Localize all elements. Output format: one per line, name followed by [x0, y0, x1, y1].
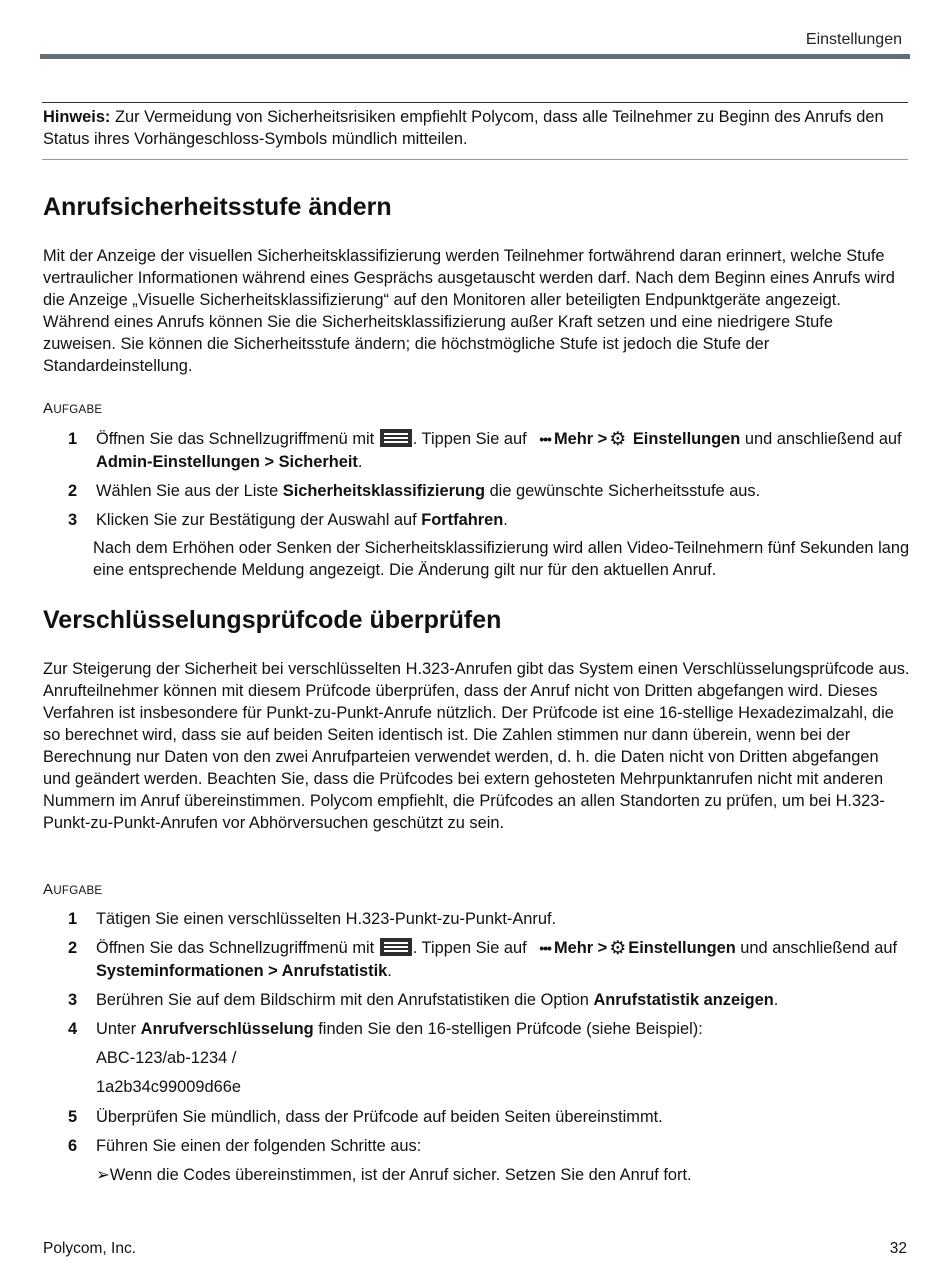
section-heading-security-level: Anrufsicherheitsstufe ändern [43, 193, 392, 221]
more-icon: ••• [539, 940, 551, 956]
step-result-text: Nach dem Erhöhen oder Senken der Sicherheitsklassifizierung wird allen Video-Teilnehmern fünf Sekunden lang eine entsprechende Meldung angezeigt. Die Änderung gilt nur für den aktuellen Anruf. [93, 539, 910, 579]
gear-icon: ⚙ [609, 429, 627, 450]
step-item: 3 Berühren Sie auf dem Bildschirm mit den Anrufstatistiken die Option Anrufstatistik anzeigen. [68, 991, 779, 1009]
task-steps-security-level [43, 428, 920, 538]
step-item: 6 Führen Sie einen der folgenden Schritte aus: [68, 1137, 422, 1155]
task-label: AUFGABE [43, 400, 103, 417]
step-item: 2 Öffnen Sie das Schnellzugriffmenü mit . Tippen Sie auf ••• Mehr > ⚙ Einstellungen und anschließend auf Systeminformationen > Anrufstatistik. [68, 938, 898, 980]
task-steps-encryption-code [43, 908, 920, 1047]
sub-bullet-item: ➢Wenn die Codes übereinstimmen, ist der Anruf sicher. Setzen Sie den Anruf fort. [96, 1166, 692, 1184]
section-body-security-level: Mit der Anzeige der visuellen Sicherheitsklassifizierung werden Teilnehmer fortwährend daran erinnert, welche Stufe vertraulicher Informationen während eines Gesprächs ausgetauscht werden darf. Nach dem Beginn eines Anrufs wird die Anzeige „Visuelle Sicherheitsklassifizierung“ auf den Monitoren aller beteiligten Endpunktgeräte angezeigt. Während eines Anrufs können Sie die Sicherheitsklassifizierung außer Kraft setzen und eine niedrigere Stufe zuweisen. Sie können die Sicherheitsstufe ändern; die höchstmögliche Stufe ist jedoch die Stufe der Standardeinstellung. [43, 247, 895, 375]
gear-icon: ⚙ [609, 938, 627, 959]
step-item: 1 Tätigen Sie einen verschlüsselten H.323-Punkt-zu-Punkt-Anruf. [68, 910, 557, 928]
task-steps-encryption-code-continued [43, 1106, 920, 1164]
footer-company: Polycom, Inc. [43, 1240, 137, 1257]
note-text: Zur Vermeidung von Sicherheitsrisiken empfiehlt Polycom, dass alle Teilnehmer zu Beginn des Anrufs den Status ihres Vorhängeschloss-Symbols mündlich mitteilen. [43, 108, 884, 148]
page-header-title: Einstellungen [805, 31, 902, 48]
menu-icon [380, 938, 412, 956]
header-rule [40, 54, 910, 59]
note-box [42, 102, 908, 160]
arrow-bullet-icon: ➢ [96, 1166, 110, 1184]
code-example-line-1: ABC-123/ab-1234 / [96, 1049, 237, 1067]
note-label: Hinweis: [43, 108, 111, 126]
step-item: 5 Überprüfen Sie mündlich, dass der Prüfcode auf beiden Seiten übereinstimmt. [68, 1108, 663, 1126]
step-item: 2 Wählen Sie aus der Liste Sicherheitsklassifizierung die gewünschte Sicherheitsstufe aus. [68, 482, 761, 500]
step-item: 4 Unter Anrufverschlüsselung finden Sie den 16-stelligen Prüfcode (siehe Beispiel): [68, 1020, 703, 1038]
step-item: 3 Klicken Sie zur Bestätigung der Auswahl auf Fortfahren. [68, 511, 508, 529]
footer-page-number: 32 [889, 1240, 907, 1257]
more-icon: ••• [539, 431, 551, 447]
section-heading-encryption-code: Verschlüsselungsprüfcode überprüfen [43, 606, 502, 634]
menu-icon [380, 429, 412, 447]
task-label: AUFGABE [43, 881, 103, 898]
step-item: 1 Öffnen Sie das Schnellzugriffmenü mit . Tippen Sie auf ••• Mehr > ⚙ Einstellungen und anschließend auf Admin-Einstellungen > Sicherheit. [68, 429, 902, 471]
section-body-encryption-code: Zur Steigerung der Sicherheit bei verschlüsselten H.323-Anrufen gibt das System einen Verschlüsselungsprüfcode aus. Anrufteilnehmer können mit diesem Prüfcode überprüfen, dass der Anruf nicht von Dritten abgefangen wird. Dieses Verfahren ist insbesondere für Punkt-zu-Punkt-Anrufe nützlich. Der Prüfcode ist eine 16-stellige Hexadezimalzahl, die so berechnet wird, dass sie auf beiden Seiten identisch ist. Die Zahlen stimmen nur dann überein, wenn bei der Berechnung nur Daten von den zwei Anrufparteien verwendet werden, d. h. die Daten nicht von Dritten abgefangen und geändert werden. Beachten Sie, dass die Prüfcodes bei extern gehosteten Mehrpunktanrufen nicht mit anderen Nummern im Anruf übereinstimmen. Polycom empfiehlt, die Prüfcodes an allen Standorten zu prüfen, um bei H.323-Punkt-zu-Punkt-Anrufen vor Abhörversuchen geschützt zu sein. [43, 660, 910, 832]
code-example-line-2: 1a2b34c99009d66e [96, 1078, 241, 1096]
